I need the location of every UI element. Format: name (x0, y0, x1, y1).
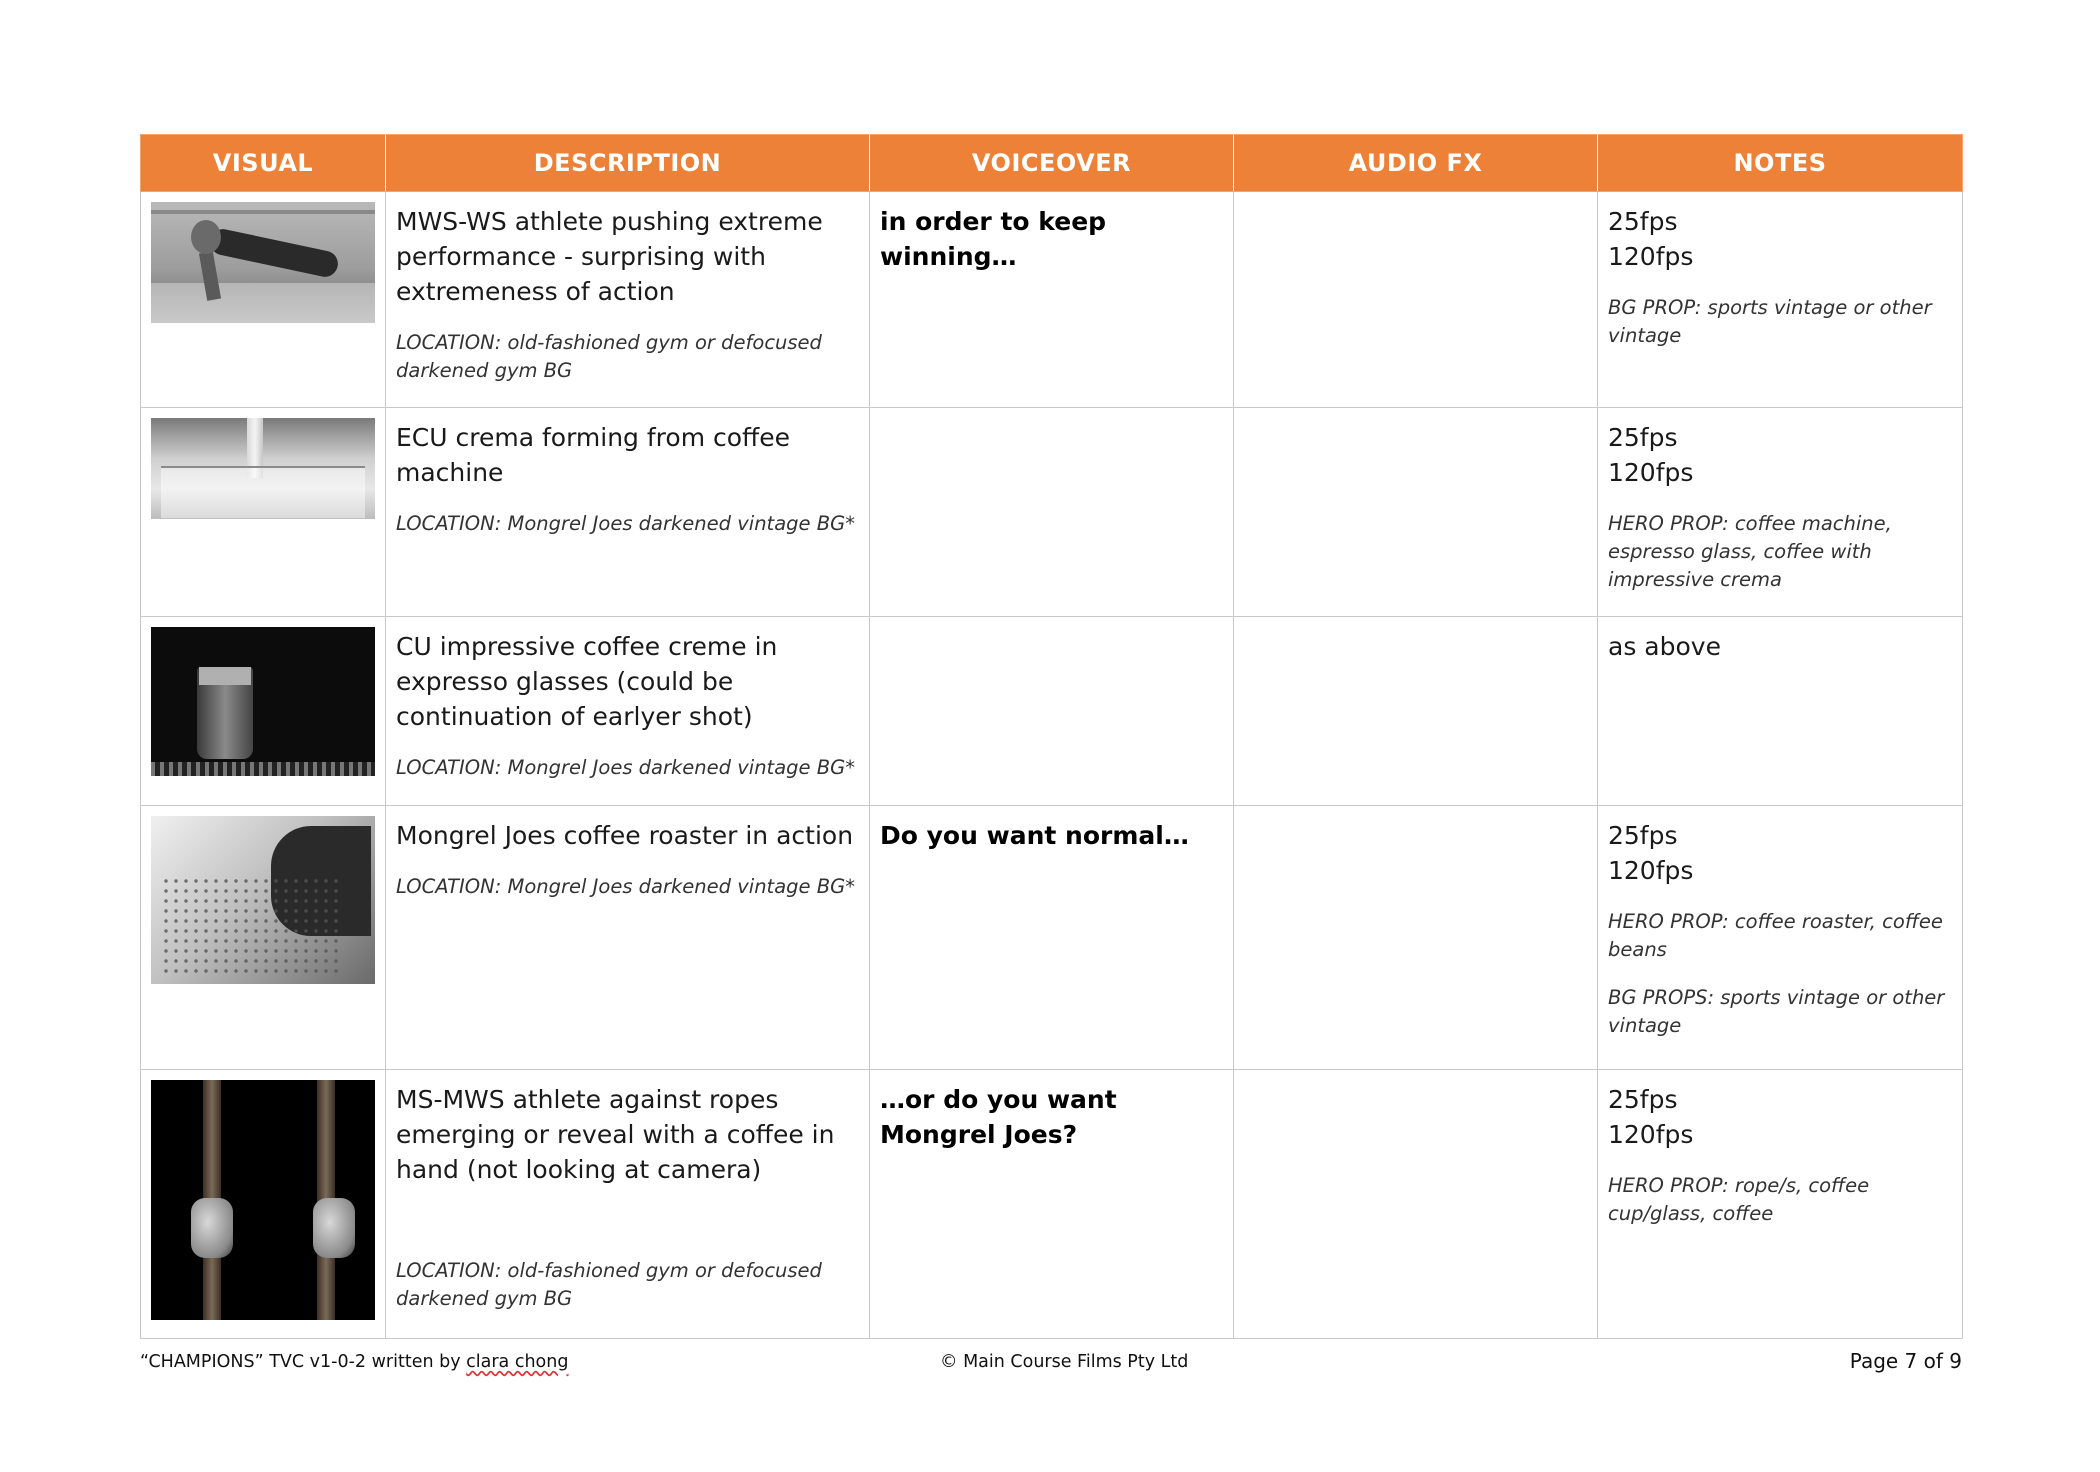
notes-cell (1598, 408, 1963, 617)
footer-author: clara chong (466, 1352, 569, 1372)
notes-prop: HERO PROP: coffee roaster, coffee beans (1608, 910, 1943, 961)
coffee-roaster-image (151, 816, 375, 984)
notes-fps (1608, 204, 1952, 274)
header-description: DESCRIPTION (386, 135, 870, 192)
notes-fps (1608, 818, 1952, 888)
footer-credit-prefix: “CHAMPIONS” TVC v1-0-2 written by (140, 1352, 467, 1372)
header-audio-fx: AUDIO FX (1234, 135, 1598, 192)
header-visual: VISUAL (141, 135, 386, 192)
voiceover-cell (870, 408, 1234, 617)
notes-fps-line: 25fps (1608, 423, 1678, 452)
table-header (141, 135, 1963, 192)
location-text: LOCATION: Mongrel Joes darkened vintage BG* (396, 875, 855, 898)
description-text: ECU crema forming from coffee machine (396, 423, 791, 487)
notes-fps-line: as above (1608, 632, 1721, 661)
audio-fx-cell (1234, 617, 1598, 806)
header-voiceover: VOICEOVER (870, 135, 1234, 192)
description-cell (386, 408, 870, 617)
notes-fps-line: 25fps (1608, 1085, 1678, 1114)
table-row (141, 192, 1963, 408)
description-cell (386, 617, 870, 806)
description-cell (386, 806, 870, 1070)
visual-cell (141, 806, 386, 1070)
hands-on-ropes-image (151, 1080, 375, 1320)
notes-cell (1598, 192, 1963, 408)
notes-prop: BG PROP: sports vintage or other vintage (1608, 296, 1932, 347)
notes-fps (1608, 629, 1952, 664)
voiceover-text: Do you want normal… (880, 821, 1189, 850)
voiceover-cell (870, 192, 1234, 408)
notes-cell (1598, 806, 1963, 1070)
location-text: LOCATION: Mongrel Joes darkened vintage BG* (396, 512, 855, 535)
notes-fps (1608, 1082, 1952, 1152)
description-cell (386, 1070, 870, 1339)
visual-cell (141, 192, 386, 408)
description-text: CU impressive coffee creme in expresso glasses (could be continuation of earlyer shot) (396, 632, 778, 731)
storyboard-table (140, 134, 1963, 1339)
espresso-glasses-image (151, 627, 375, 776)
location-text: LOCATION: old-fashioned gym or defocused darkened gym BG (396, 331, 822, 382)
footer-copyright: © Main Course Films Pty Ltd (940, 1352, 1189, 1372)
page-number: Page 7 of 9 (1849, 1349, 1962, 1373)
notes-fps (1608, 420, 1952, 490)
location-text: LOCATION: Mongrel Joes darkened vintage BG* (396, 756, 855, 779)
notes-cell (1598, 1070, 1963, 1339)
table-row (141, 617, 1963, 806)
visual-cell (141, 408, 386, 617)
table-row (141, 1070, 1963, 1339)
table-row (141, 806, 1963, 1070)
notes-fps-line: 120fps (1608, 458, 1694, 487)
header-notes: NOTES (1598, 135, 1963, 192)
notes-prop: HERO PROP: coffee machine, espresso glass, coffee with impressive crema (1608, 512, 1892, 591)
voiceover-text: in order to keep winning… (880, 207, 1107, 271)
notes-cell (1598, 617, 1963, 806)
notes-prop: BG PROPS: sports vintage or other vintage (1608, 986, 1945, 1037)
notes-fps-line: 120fps (1608, 1120, 1694, 1149)
table-row (141, 408, 1963, 617)
visual-cell (141, 617, 386, 806)
footer-credit (140, 1352, 568, 1372)
description-cell (386, 192, 870, 408)
notes-fps-line: 120fps (1608, 242, 1694, 271)
description-text: Mongrel Joes coffee roaster in action (396, 821, 854, 850)
voiceover-cell (870, 1070, 1234, 1339)
audio-fx-cell (1234, 1070, 1598, 1339)
voiceover-cell (870, 806, 1234, 1070)
notes-fps-line: 25fps (1608, 821, 1678, 850)
visual-cell (141, 1070, 386, 1339)
voiceover-text: …or do you want Mongrel Joes? (880, 1085, 1117, 1149)
athlete-pushup-image (151, 202, 375, 323)
description-text: MS-MWS athlete against ropes emerging or reveal with a coffee in hand (not looking at camera) (396, 1085, 835, 1184)
notes-fps-line: 25fps (1608, 207, 1678, 236)
audio-fx-cell (1234, 806, 1598, 1070)
coffee-crema-image (151, 418, 375, 519)
voiceover-cell (870, 617, 1234, 806)
notes-prop: HERO PROP: rope/s, coffee cup/glass, coffee (1608, 1174, 1870, 1225)
notes-fps-line: 120fps (1608, 856, 1694, 885)
audio-fx-cell (1234, 408, 1598, 617)
description-text: MWS-WS athlete pushing extreme performance - surprising with extremeness of action (396, 207, 823, 306)
audio-fx-cell (1234, 192, 1598, 408)
location-text: LOCATION: old-fashioned gym or defocused darkened gym BG (396, 1259, 822, 1310)
